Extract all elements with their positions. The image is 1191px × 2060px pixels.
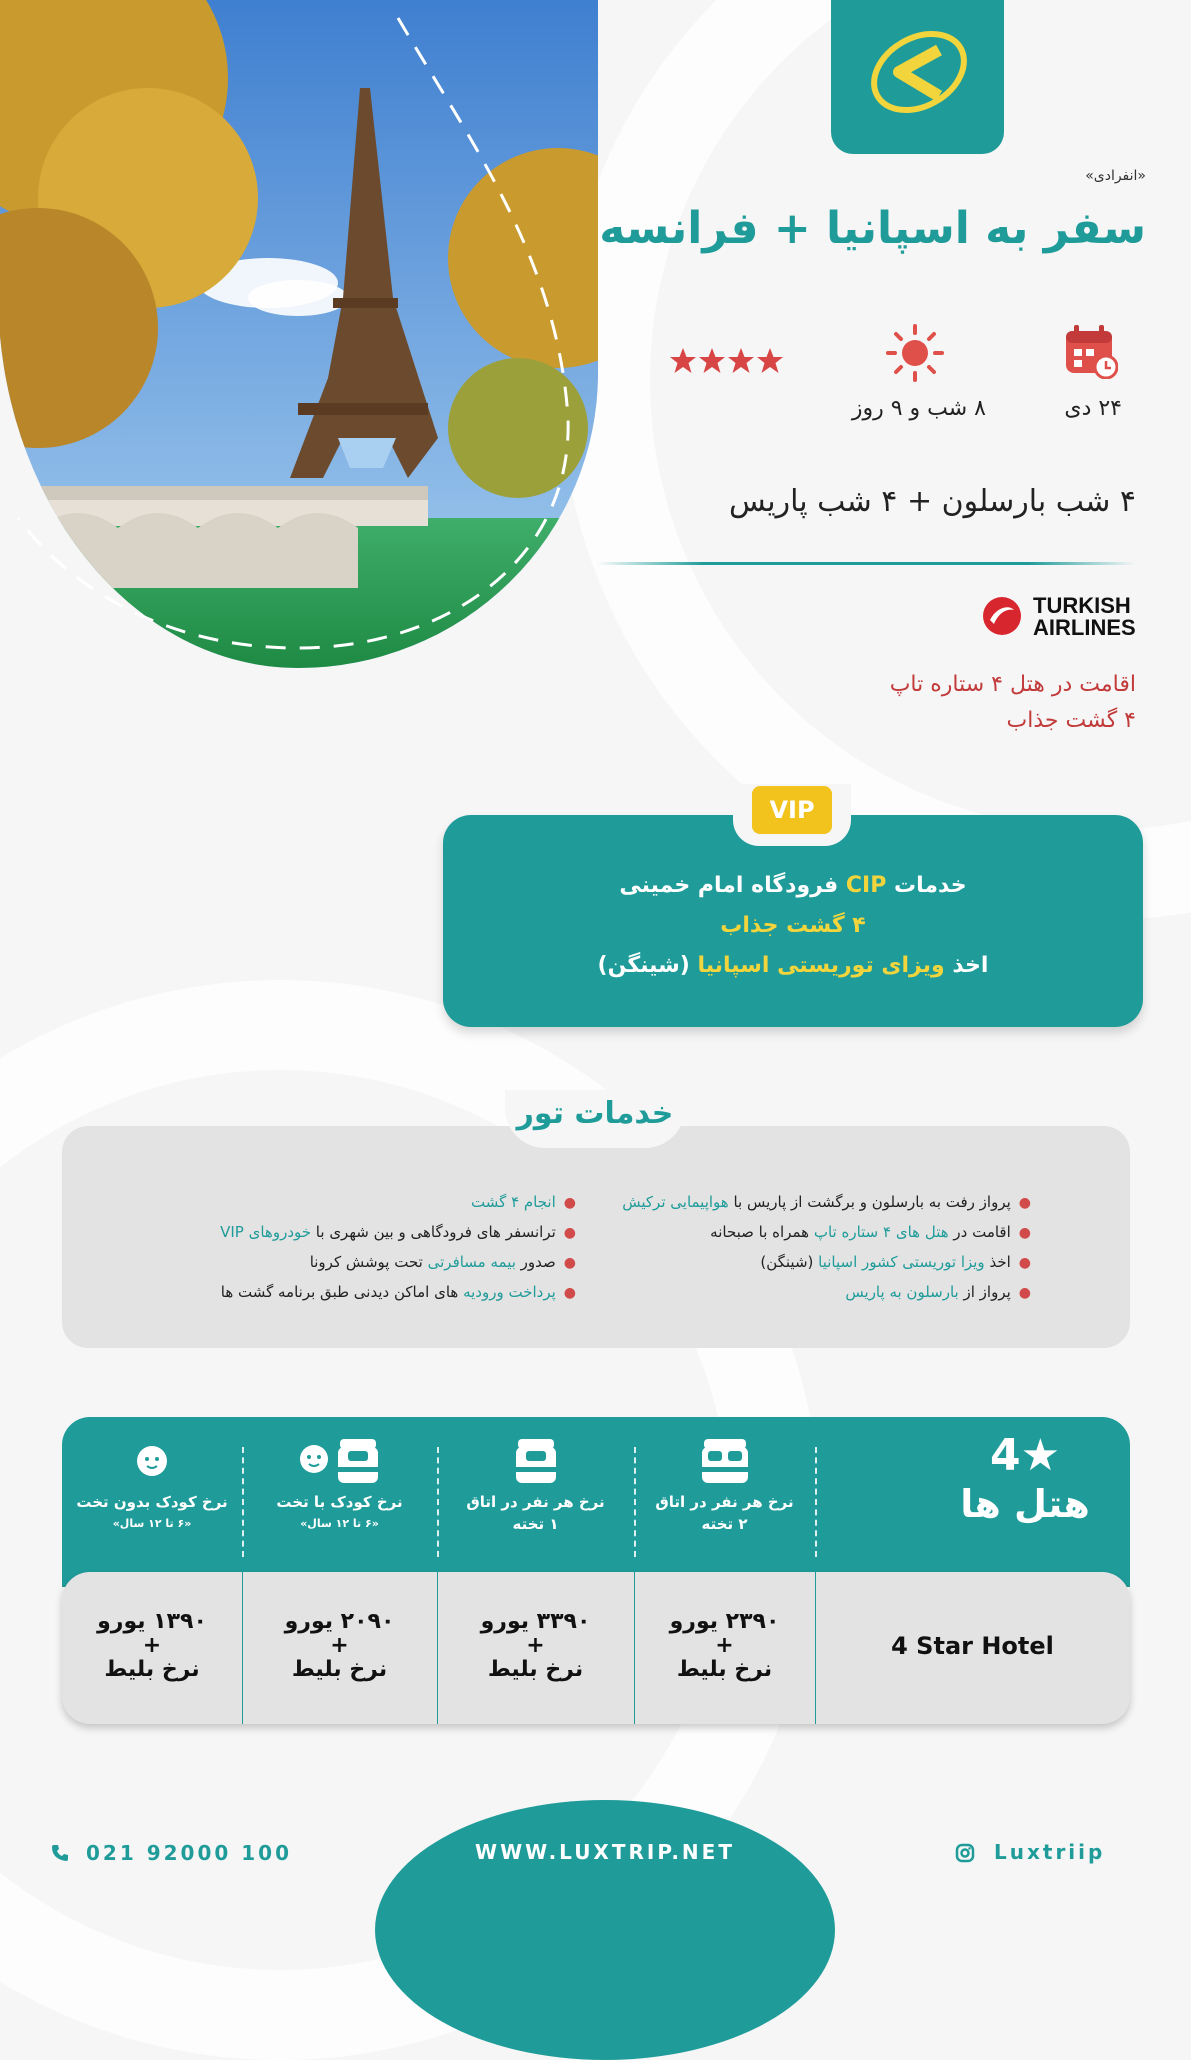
vip-line-cip — [443, 873, 1143, 898]
price-table-row — [62, 1572, 1130, 1724]
header-double-room — [634, 1437, 815, 1535]
header-text: «۶ تا ۱۲ سال» — [112, 1517, 192, 1530]
vip-text: فرودگاه امام خمینی — [619, 873, 846, 898]
phone-number[interactable]: 021 92000 100 — [86, 1841, 293, 1865]
price-value: ۲۰۹۰ یورو — [284, 1609, 395, 1634]
hotels-label-text: هتل ها — [960, 1482, 1090, 1526]
price-cell — [437, 1610, 634, 1682]
header-child-no-bed — [62, 1437, 242, 1535]
service-item: ●انجام ۴ گشت — [471, 1193, 576, 1211]
price-plus: + — [526, 1633, 545, 1658]
hotel-stars-rating — [668, 346, 786, 380]
header-text: ۲ تخته — [701, 1515, 748, 1533]
vip-line-visa — [443, 953, 1143, 978]
price-plus: + — [142, 1633, 162, 1658]
price-cell — [62, 1610, 242, 1682]
price-cell — [634, 1610, 815, 1682]
header-text: نرخ هر نفر در اتاق — [655, 1493, 794, 1511]
tour-type-label: «انفرادی» — [1085, 168, 1146, 184]
service-item: ●اخذ ویزا توریستی کشور اسپانیا (شینگن) — [760, 1253, 1031, 1271]
price-ticket: نرخ بلیط — [291, 1657, 388, 1682]
photo-dashed-border — [0, 0, 598, 668]
vip-services-box — [443, 815, 1143, 1027]
instagram-handle[interactable]: Luxtriip — [994, 1840, 1106, 1864]
sun-icon — [886, 324, 944, 386]
header-child-with-bed — [242, 1437, 437, 1535]
child-bed-icon — [292, 1437, 388, 1487]
duration-label: ۸ شب و ۹ روز — [851, 396, 986, 421]
instagram-icon — [955, 1843, 975, 1867]
price-value: ۱۳۹۰ یورو — [97, 1609, 207, 1634]
vip-text: اخذ — [944, 953, 989, 978]
price-cell — [242, 1610, 437, 1682]
service-item: ●اقامت در هتل های ۴ ستاره تاپ همراه با صبحانه — [710, 1223, 1031, 1241]
hotels-star-count: 4★ — [989, 1430, 1061, 1481]
website-link[interactable]: WWW.LUXTRIP.NET — [475, 1840, 735, 1864]
phone-icon — [50, 1843, 70, 1867]
services-list-left — [156, 1193, 576, 1313]
airline-name — [1033, 595, 1136, 639]
price-plus: + — [715, 1633, 734, 1658]
vip-badge: VIP — [752, 786, 832, 834]
airline-name-line2: AIRLINES — [1033, 615, 1136, 640]
route-summary: ۴ شب بارسلون + ۴ شب پاریس — [729, 484, 1136, 519]
double-bed-icon — [698, 1437, 752, 1487]
calendar-icon — [1064, 325, 1118, 383]
footer-arc — [375, 1800, 835, 2060]
highlight-hotel: اقامت در هتل ۴ ستاره تاپ — [889, 672, 1136, 697]
services-title: خدمات تور — [516, 1096, 674, 1131]
highlight-tours: ۴ گشت جذاب — [1006, 708, 1136, 733]
price-ticket: نرخ بلیط — [104, 1657, 200, 1682]
services-list-right — [591, 1193, 1031, 1313]
airline-name-line1: TURKISH — [1033, 593, 1131, 618]
hotels-label — [930, 1431, 1120, 1527]
price-ticket: نرخ بلیط — [676, 1657, 773, 1682]
single-bed-icon — [512, 1437, 560, 1487]
price-table-header — [62, 1417, 1130, 1587]
vip-text-highlight: CIP — [845, 873, 887, 898]
price-value: ۲۳۹۰ یورو — [669, 1609, 780, 1634]
price-plus: + — [330, 1633, 349, 1658]
service-item: ●پرواز رفت به بارسلون و برگشت از پاریس با هواپیمایی ترکیش — [622, 1193, 1031, 1211]
page-title: سفر به اسپانیا + فرانسه — [599, 203, 1146, 254]
star-icon: ★ — [1020, 1430, 1061, 1481]
vip-text: (شینگن) — [597, 953, 698, 978]
vip-text-highlight: ویزای توریستی اسپانیا — [697, 953, 945, 978]
brand-logo — [831, 0, 1004, 154]
hotel-name: 4 Star Hotel — [891, 1632, 1054, 1660]
service-item: ●پرداخت ورودیه های اماکن دیدنی طبق برنامه گشت ها — [220, 1283, 576, 1301]
header-text: نرخ کودک با تخت — [276, 1493, 403, 1511]
header-text: «۶ تا ۱۲ سال» — [300, 1517, 379, 1530]
service-item: ●پرواز از بارسلون به پاریس — [845, 1283, 1031, 1301]
price-ticket: نرخ بلیط — [487, 1657, 584, 1682]
service-item: ●صدور بیمه مسافرتی تحت پوشش کرونا — [309, 1253, 576, 1271]
header-single-room — [437, 1437, 634, 1535]
header-text: ۱ تخته — [512, 1515, 559, 1533]
header-text: نرخ هر نفر در اتاق — [466, 1493, 605, 1511]
price-value: ۳۳۹۰ یورو — [480, 1609, 591, 1634]
divider — [596, 562, 1136, 565]
date-label: ۲۴ دی — [1064, 396, 1122, 421]
header-text: نرخ کودک بدون تخت — [76, 1493, 228, 1511]
service-item: ●ترانسفر های فرودگاهی و بین شهری با خودروهای VIP — [220, 1223, 576, 1241]
column-divider — [815, 1447, 817, 1557]
child-face-icon — [132, 1437, 172, 1487]
vip-line-tours: ۴ گشت جذاب — [720, 913, 866, 938]
turkish-airlines-logo — [982, 596, 1022, 640]
vip-text: خدمات — [886, 873, 967, 898]
